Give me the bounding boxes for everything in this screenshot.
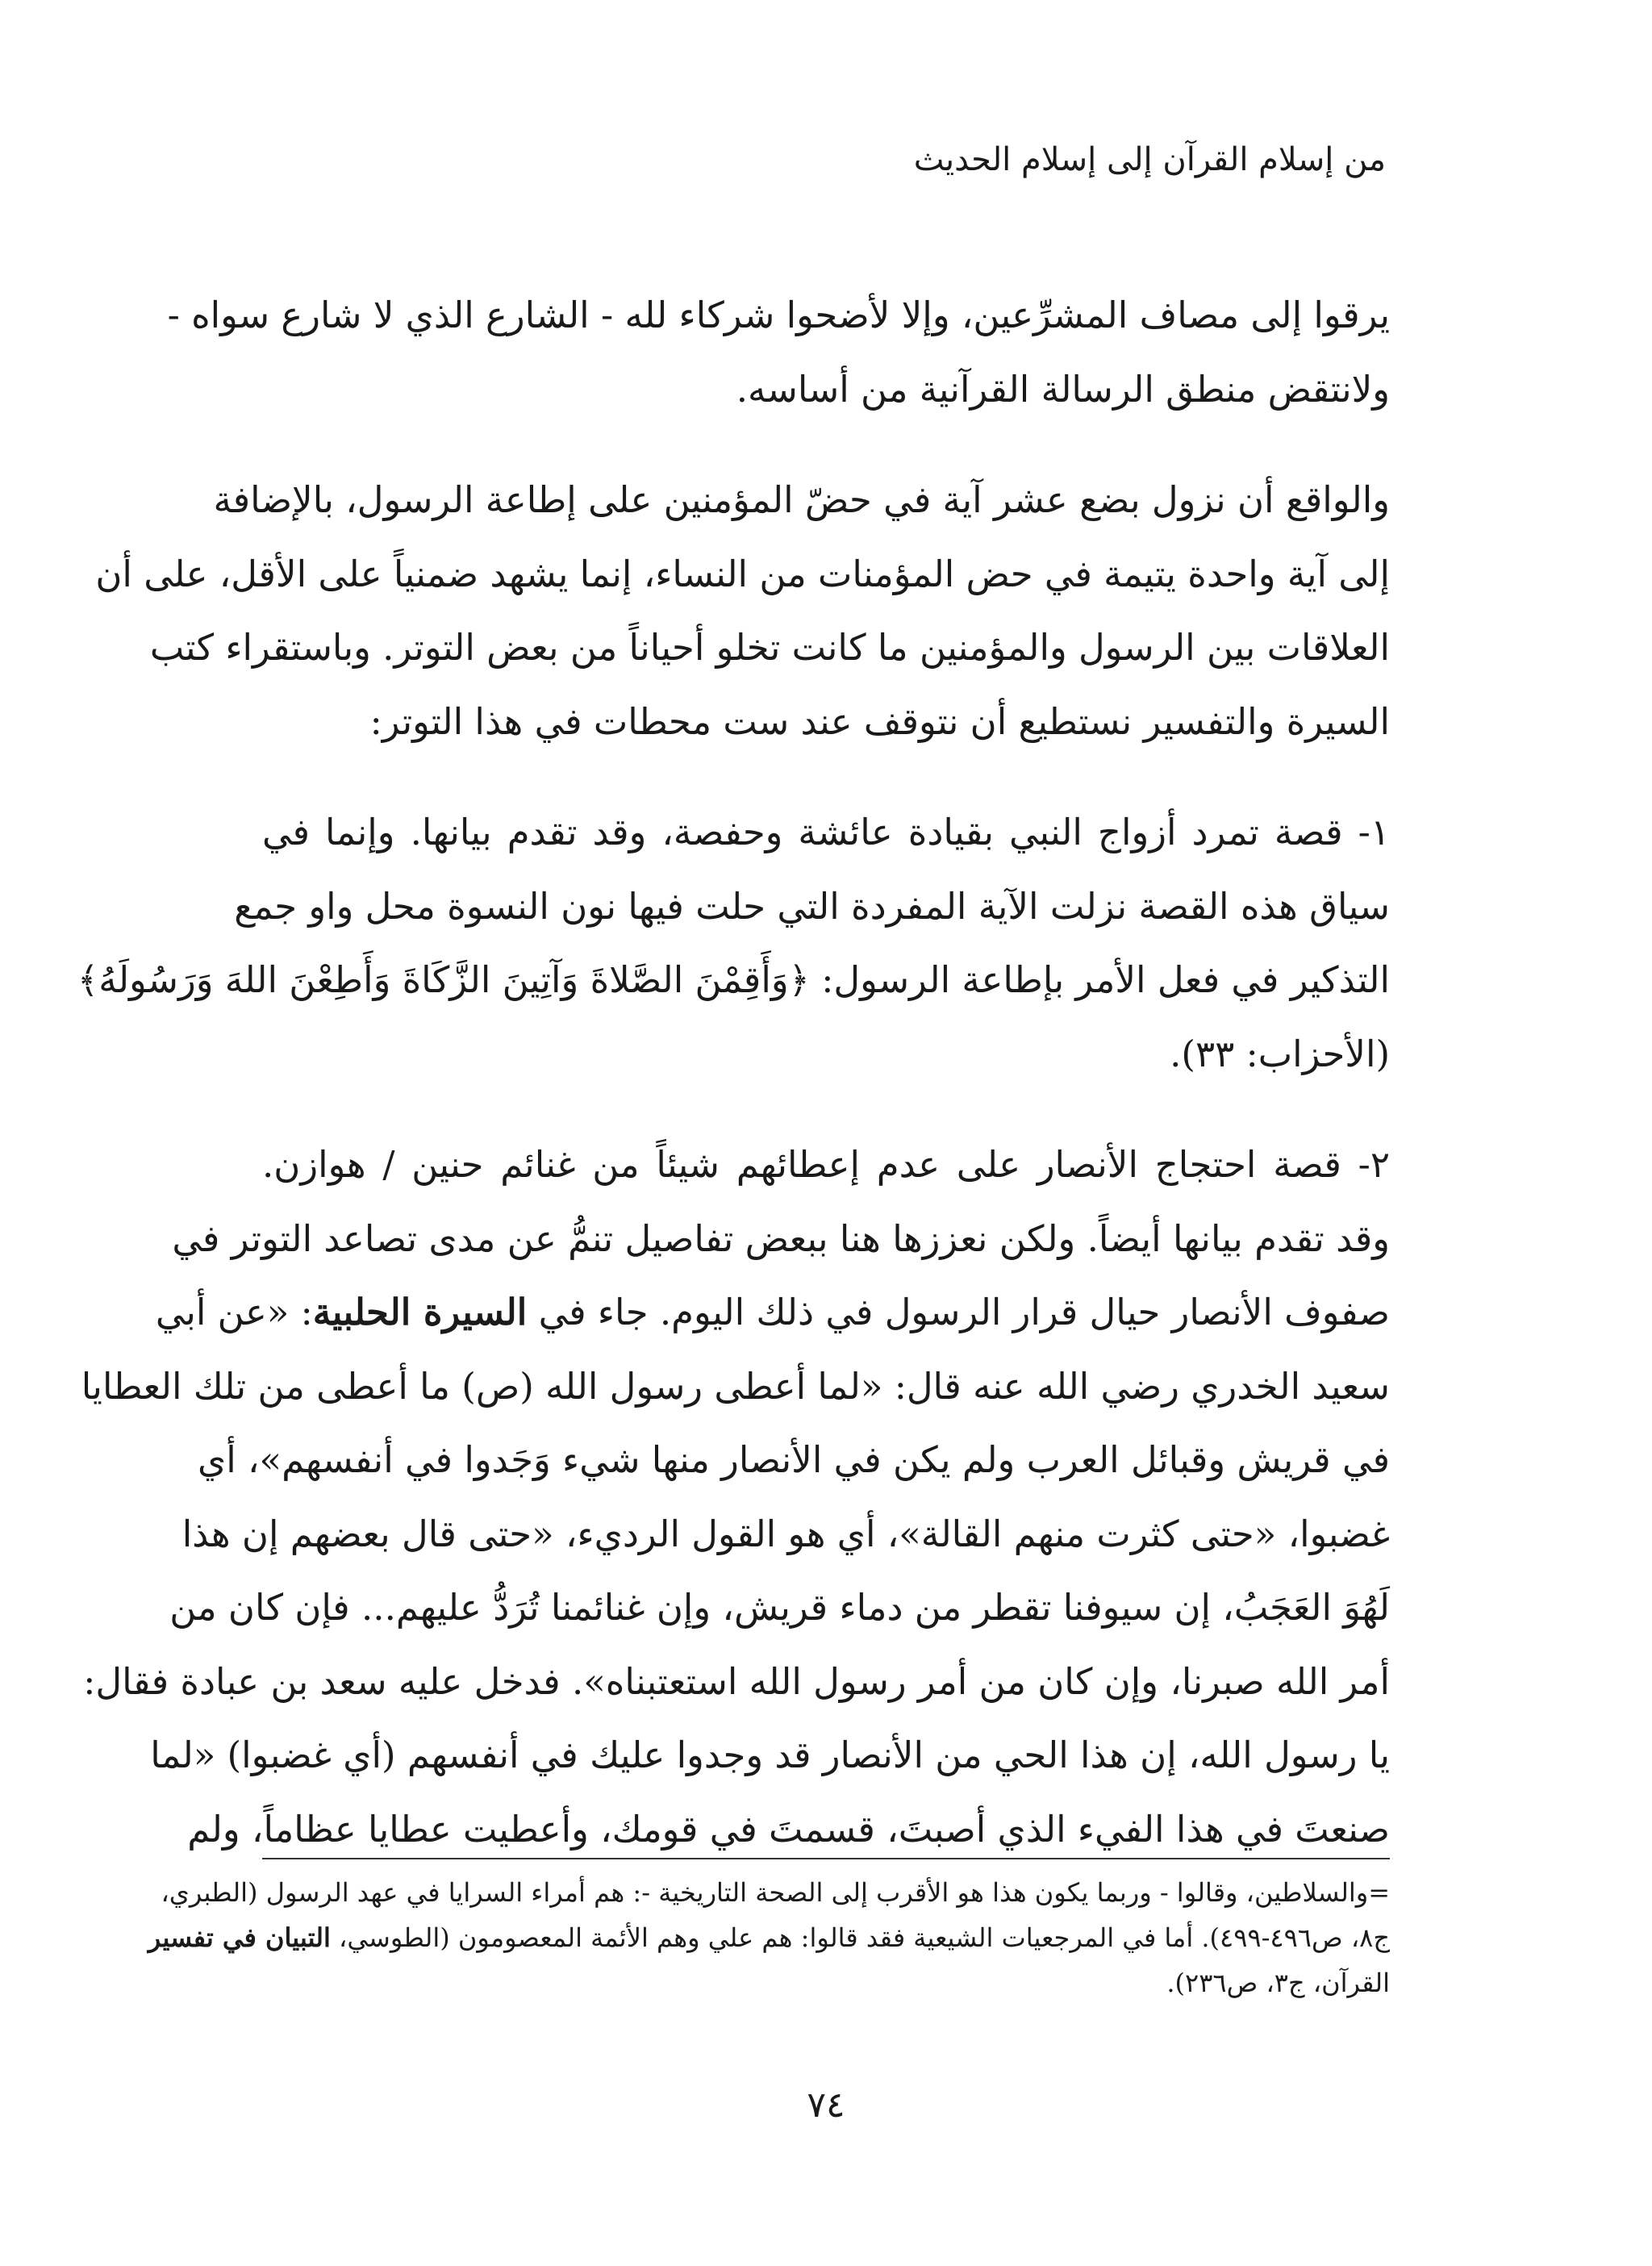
text-segment: : «عن أبي	[155, 1291, 313, 1333]
text-line: إلى آية واحدة يتيمة في حض المؤمنات من النساء، إنما يشهد ضمنياً على الأقل، على أن	[95, 552, 1390, 595]
text-line-with-citation	[155, 1275, 1390, 1350]
text-line: يرقوا إلى مصاف المشرِّعين، وإلا لأضحوا شركاء لله - الشارع الذي لا شارع سواه -	[167, 294, 1390, 336]
book-title-bold: السيرة الحلبية	[312, 1291, 528, 1333]
text-line: وقد تقدم بيانها أيضاً. ولكن نعززها هنا ببعض تفاصيل تنمُّ عن مدى تصاعد التوتر في	[172, 1216, 1390, 1260]
running-header: من إسلام القرآن إلى إسلام الحديث	[913, 141, 1386, 178]
footnote-line: =والسلاطين، وقالوا - وربما يكون هذا هو الأقرب إلى الصحة التاريخية -: هم أمراء السرايا في عهد الرسول (الطبري،	[161, 1877, 1390, 1908]
paragraph-item-2	[81, 1128, 1390, 1866]
text-line: العلاقات بين الرسول والمؤمنين ما كانت تخلو أحياناً من بعض التوتر. وباستقراء كتب	[149, 626, 1390, 669]
text-line: (الأحزاب: ٣٣).	[1170, 1032, 1390, 1075]
paragraph-item-1	[77, 795, 1390, 1091]
footnote-line: القرآن، ج٣، ص٢٣٦).	[1166, 1968, 1390, 1998]
paragraph-1	[167, 278, 1390, 426]
text-line: التذكير في فعل الأمر بإطاعة الرسول: ﴿وَأَقِمْنَ الصَّلاةَ وَآتِينَ الزَّكَاةَ وَأَطِعْنَ اللهَ وَرَسُولَهُ﴾	[77, 958, 1390, 1001]
body-text	[77, 278, 1390, 1866]
text-line: ولانتقض منطق الرسالة القرآنية من أساسه.	[736, 367, 1390, 411]
text-line: ٢- قصة احتجاج الأنصار على عدم إعطائهم شيئاً من غنائم حنين / هوازن.	[262, 1143, 1390, 1186]
page-number: ٧٤	[807, 2084, 845, 2126]
footnotes	[148, 1870, 1390, 2005]
footnote-line-with-citation	[148, 1915, 1390, 1960]
book-title-bold: التبيان في تفسير	[148, 1922, 331, 1953]
text-line: سعيد الخدري رضي الله عنه قال: «لما أعطى رسول الله (ص) ما أعطى من تلك العطايا	[81, 1364, 1390, 1408]
text-segment: ج٨، ص٤٩٦-٤٩٩). أما في المرجعيات الشيعية فقد قالوا: هم علي وهم الأئمة المعصومون (الطوسي،	[339, 1922, 1390, 1953]
text-line: في قريش وقبائل العرب ولم يكن في الأنصار منها شيء وَجَدوا في أنفسهم»، أي	[198, 1438, 1390, 1481]
footnote-divider	[262, 1858, 1390, 1859]
text-line: والواقع أن نزول بضع عشر آية في حضّ المؤمنين على إطاعة الرسول، بالإضافة	[213, 478, 1390, 521]
text-line: ١- قصة تمرد أزواج النبي بقيادة عائشة وحفصة، وقد تقدم بيانها. وإنما في	[262, 811, 1390, 853]
text-line: غضبوا، «حتى كثرت منهم القالة»، أي هو القول الرديء، «حتى قال بعضهم إن هذا	[181, 1512, 1390, 1555]
text-line: السيرة والتفسير نستطيع أن نتوقف عند ست محطات في هذا التوتر:	[369, 699, 1390, 743]
text-line: أمر الله صبرنا، وإن كان من أمر رسول الله استعتبناه». فدخل عليه سعد بن عبادة فقال:	[83, 1659, 1390, 1703]
text-line: لَهُوَ العَجَبُ، إن سيوفنا تقطر من دماء قريش، وإن غنائمنا تُرَدُّ عليهم... فإن كان من	[169, 1586, 1390, 1629]
text-line: يا رسول الله، إن هذا الحي من الأنصار قد وجدوا عليك في أنفسهم (أي غضبوا) «لما	[150, 1734, 1390, 1776]
text-line: سياق هذه القصة نزلت الآية المفردة التي حلت فيها نون النسوة محل واو جمع	[234, 884, 1390, 928]
text-line: صنعتَ في هذا الفيء الذي أصبتَ، قسمتَ في قومك، وأعطيت عطايا عظاماً، ولم	[187, 1807, 1390, 1851]
text-segment: صفوف الأنصار حيال قرار الرسول في ذلك اليوم. جاء في	[538, 1291, 1390, 1333]
paragraph-2	[95, 463, 1390, 758]
